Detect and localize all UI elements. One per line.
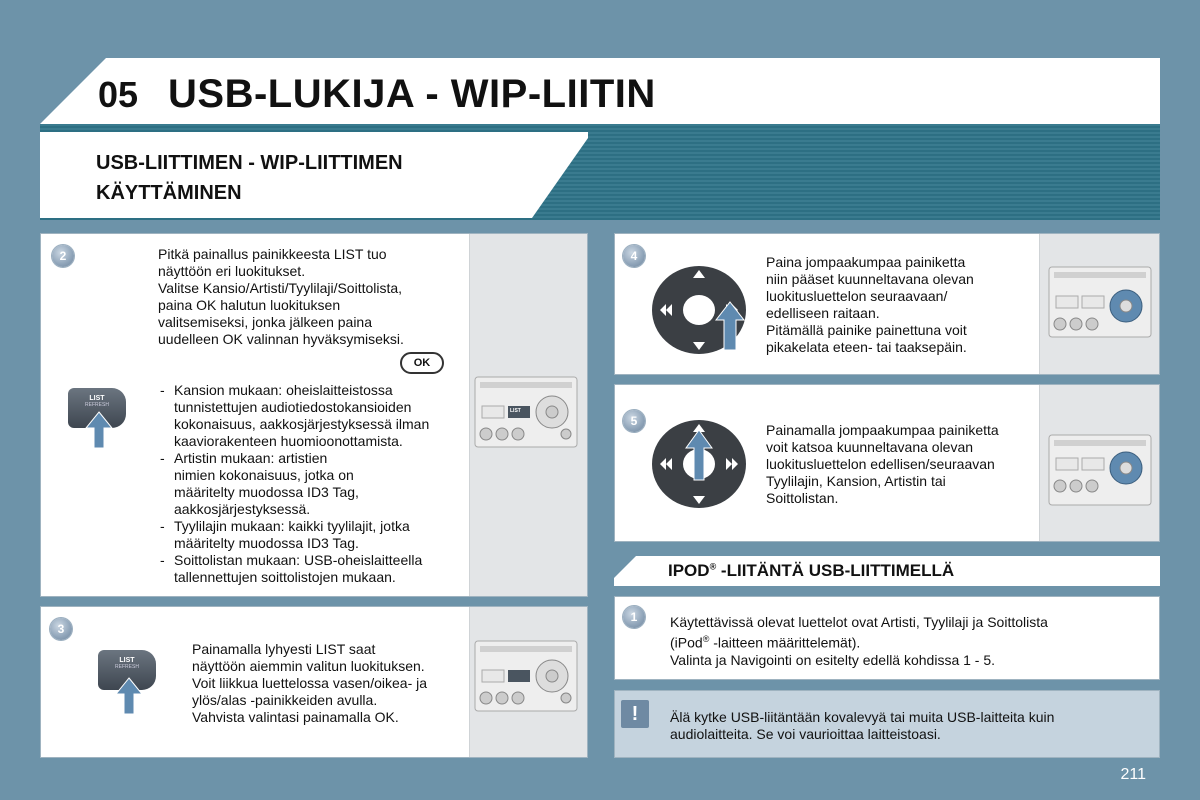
bullet-folder: - Kansion mukaan: oheislaitteistossa tunnistettujen audiotiedostokansioiden kokonaisuus, aakkosjärjestyksessä ilman kaaviorakenteen huomioonottamista. bbox=[158, 382, 468, 450]
page-number: 211 bbox=[1120, 766, 1146, 783]
navigation-pad-icon bbox=[650, 264, 748, 356]
navigation-pad-icon bbox=[650, 418, 748, 510]
section-heading: USB-LIITTIMEN - WIP-LIITTIMEN KÄYTTÄMINEN bbox=[96, 152, 403, 204]
ipod-heading: IPOD® -LIITÄNTÄ USB-LIITTIMELLÄ bbox=[668, 561, 955, 580]
chapter-title: USB-LUKIJA - WIP-LIITIN bbox=[168, 72, 656, 116]
chapter-number: 05 bbox=[98, 74, 139, 115]
press-arrow-icon bbox=[84, 410, 114, 450]
radio-illustration bbox=[1048, 266, 1152, 338]
step-5-badge: 5 bbox=[623, 410, 645, 432]
list-button-icon: LIST REFRESH bbox=[68, 388, 126, 428]
step-2-bullets bbox=[158, 382, 468, 586]
ipod-text: Käytettävissä olevat luettelot ovat Artisti, Tyylilaji ja Soittolista (iPod® -laitteen määrittelemät). Valinta ja Navigointi on esitelty edellä kohdissa 1 - 5. bbox=[670, 614, 1048, 668]
step-3-badge: 3 bbox=[50, 618, 72, 640]
step-2-badge: 2 bbox=[52, 245, 74, 267]
bullet-genre: - Tyylilajin mukaan: kaikki tyylilajit, jotka määritelty muodossa ID3 Tag. bbox=[158, 518, 468, 552]
step-3-text: Painamalla lyhyesti LIST saat näyttöön aiemmin valitun luokituksen. Voit liikkua luettelossa vasen/oikea- ja ylös/alas -painikkeiden avulla. Vahvista valintasi painamalla OK. bbox=[192, 641, 428, 725]
radio-illustration bbox=[474, 640, 578, 712]
step-2-intro: Pitkä painallus painikkeesta LIST tuo näyttöön eri luokitukset. Valitse Kansio/Artisti/Tyylilaji/Soittolista, paina OK halutun luokituksen valitsemiseksi, jonka jälkeen paina uudelleen OK valinnan hyväksymiseksi. bbox=[158, 246, 404, 347]
warning-icon: ! bbox=[621, 700, 649, 728]
bullet-artist: - Artistin mukaan: artistien nimien kokonaisuus, jotka on määritelty muodossa ID3 Tag, aakkosjärjestyksessä. bbox=[158, 450, 468, 518]
step-4-text: Paina jompaakumpaa painiketta niin pääset kuunneltavana olevan luokitusluettelon seuraavaan/ edelliseen raitaan. Pitämällä painike painettuna voit pikakelata eteen- tai taaksepäin. bbox=[766, 254, 974, 355]
warning-text: Älä kytke USB-liitäntään kovalevyä tai muita USB-laitteita kuin audiolaitteita. Se voi vaurioittaa laitteistoasi. bbox=[670, 709, 1055, 742]
step-5-text: Painamalla jompaakumpaa painiketta voit katsoa kuunneltavana olevan luokitusluettelon edellisen/seuraavan Tyylilajin, Kansion, Artistin tai Soittolistan. bbox=[766, 422, 999, 506]
bullet-playlist: - Soittolistan mukaan: USB-oheislaitteella tallennettujen soittolistojen mukaan. bbox=[158, 552, 468, 586]
step-4-badge: 4 bbox=[623, 245, 645, 267]
radio-illustration bbox=[474, 376, 578, 448]
list-button-icon: LIST REFRESH bbox=[98, 650, 156, 690]
radio-illustration bbox=[1048, 434, 1152, 506]
press-arrow-icon bbox=[114, 676, 144, 716]
ipod-step-badge: 1 bbox=[623, 606, 645, 628]
radio-list-label: LIST bbox=[510, 408, 521, 414]
ok-button-icon: OK bbox=[400, 352, 444, 374]
